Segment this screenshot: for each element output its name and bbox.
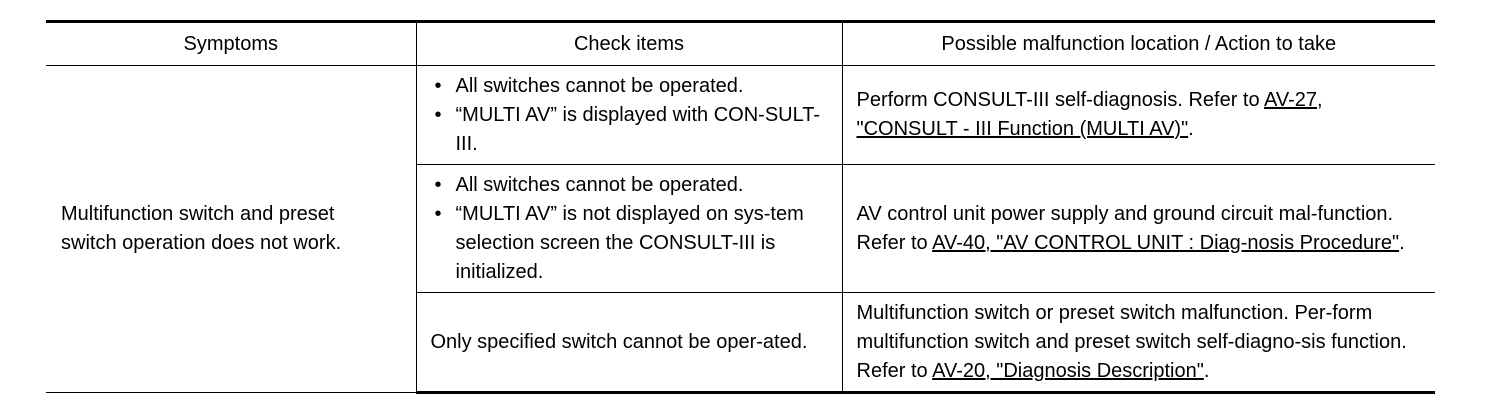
check-item: • All switches cannot be operated. — [431, 171, 828, 200]
check-text: Only specified switch cannot be oper-ated. — [430, 330, 808, 353]
action-text: AV control unit power supply and ground circuit mal-function. Refer to — [856, 202, 1394, 254]
check-item: • All switches cannot be operated. — [431, 72, 828, 101]
action-cell — [842, 66, 1435, 165]
action-cell — [842, 165, 1435, 293]
header-check-items: Check items — [416, 22, 842, 66]
check-items-cell — [416, 293, 842, 393]
symptom-line-1: Multifunction switch and preset — [61, 203, 335, 225]
action-cell — [842, 293, 1435, 393]
check-items-list — [431, 171, 828, 287]
action-text: Perform CONSULT-III self-diagnosis. Refer to — [856, 89, 1265, 111]
reference-link[interactable]: AV-27, "CONSULT - III Function (MULTI AV)" — [856, 89, 1323, 140]
reference-link[interactable]: AV-40, "AV CONTROL UNIT : Diag-nosis Procedure" — [932, 231, 1400, 254]
action-end: . — [1203, 359, 1210, 382]
symptom-line-2: switch operation does not work. — [61, 232, 342, 254]
action-text: Multifunction switch or preset switch malfunction. Per-form multifunction switch and preset switch self-diagno-sis function. Refer to — [856, 301, 1407, 382]
check-item: • “MULTI AV” is not displayed on sys-tem selection screen the CONSULT-III is initialized. — [431, 200, 828, 287]
reference-link[interactable]: AV-20, "Diagnosis Description" — [932, 359, 1204, 382]
header-action: Possible malfunction location / Action to take — [842, 22, 1435, 66]
action-end: . — [1399, 231, 1405, 254]
check-items-list — [431, 72, 828, 159]
action-end: . — [1188, 118, 1194, 140]
table-row — [46, 66, 1435, 165]
check-items-cell — [416, 165, 842, 293]
check-items-cell — [416, 66, 842, 165]
diagnosis-table — [46, 20, 1435, 394]
symptom-cell — [46, 66, 416, 393]
header-symptoms: Symptoms — [46, 22, 416, 66]
check-item: • “MULTI AV” is displayed with CON-SULT-III. — [431, 101, 828, 159]
header-row — [46, 22, 1435, 66]
